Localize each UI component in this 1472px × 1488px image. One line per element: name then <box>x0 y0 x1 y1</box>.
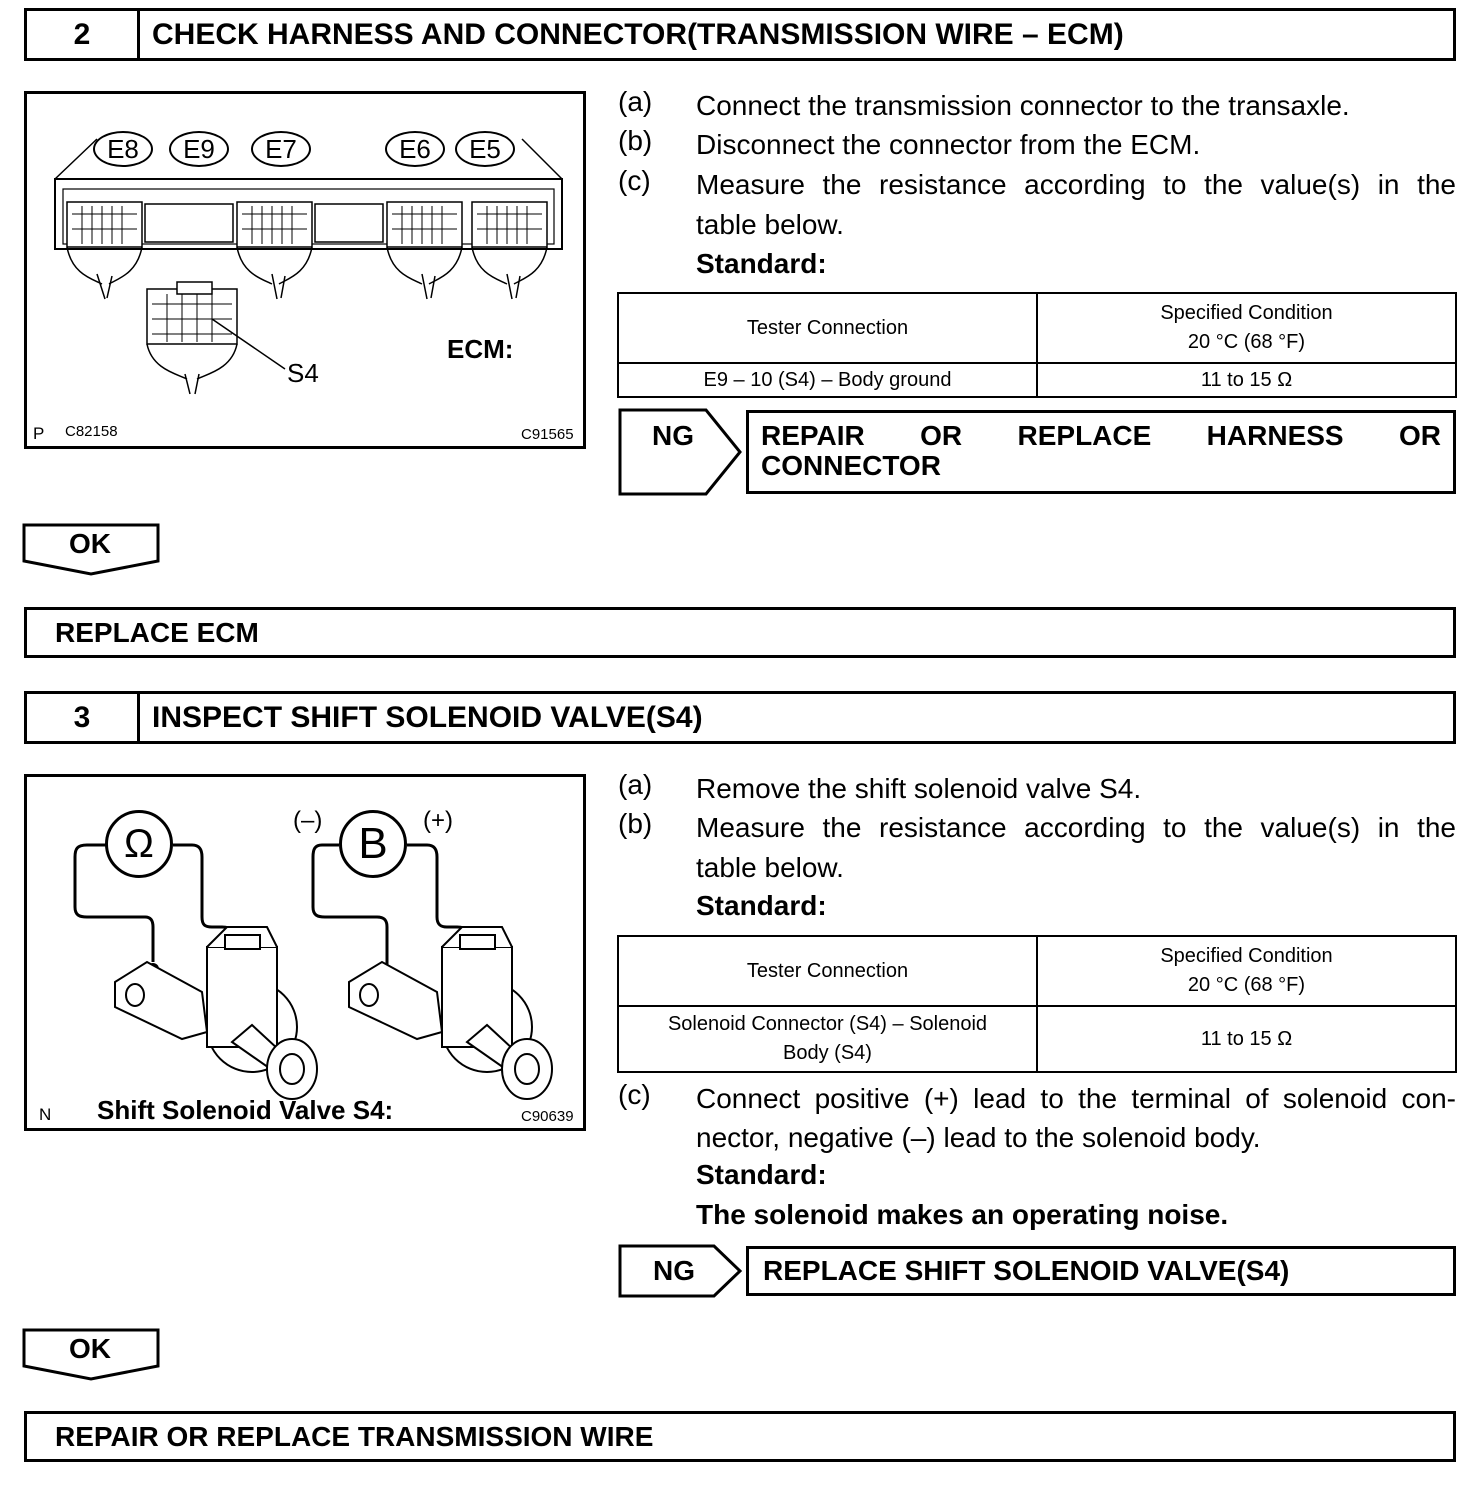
table-header-condition-line2: 20 °C (68 °F) <box>1187 331 1306 353</box>
ng-label: NG <box>653 1255 695 1286</box>
standard-label: Standard: <box>696 248 827 279</box>
step-b-label: (b) <box>618 808 653 839</box>
standard-text: The solenoid makes an operating noise. <box>696 1199 1229 1230</box>
step-c-text-line1: Connect positive (+) lead to the terminal of solenoid con- <box>696 1083 1456 1114</box>
ok-label: OK <box>69 1333 111 1364</box>
ok-label: OK <box>69 528 111 559</box>
step-c-label: (c) <box>618 165 651 196</box>
step-a-text: Remove the shift solenoid valve S4. <box>696 773 1142 804</box>
spec-table <box>617 292 1457 398</box>
ng-action-box <box>746 410 1456 494</box>
section3-title: INSPECT SHIFT SOLENOID VALVE(S4) <box>152 700 703 734</box>
step-a-label: (a) <box>618 86 653 117</box>
table-header-connection: Tester Connection <box>618 936 1037 1006</box>
step-c-text-line2: nector, negative (–) lead to the solenoid body. <box>696 1122 1261 1153</box>
table-row <box>618 1006 1456 1072</box>
table-header-condition-line1: Specified Condition <box>1160 302 1333 324</box>
s4-connector-label: S4 <box>287 358 319 388</box>
solenoid-figure <box>24 774 586 1131</box>
connector-label-e8: E8 <box>93 131 153 167</box>
table-cell-connection <box>618 1006 1037 1072</box>
figure-caption: Shift Solenoid Valve S4: <box>97 1095 394 1125</box>
replace-ecm-box: REPLACE ECM <box>24 607 1456 658</box>
repair-transmission-wire-box: REPAIR OR REPLACE TRANSMISSION WIRE <box>24 1411 1456 1462</box>
section2-number: 2 <box>27 11 140 58</box>
step-c-text-line2: table below. <box>696 209 844 240</box>
table-cell-connection-line1: Solenoid Connector (S4) – Solenoid <box>667 1013 988 1035</box>
table-row <box>618 363 1456 397</box>
step-a-text: Connect the transmission connector to the transaxle. <box>696 90 1350 121</box>
step-b-text-line2: table below. <box>696 852 844 883</box>
ng-action-box: REPLACE SHIFT SOLENOID VALVE(S4) <box>746 1246 1456 1296</box>
table-cell-condition: 11 to 15 Ω <box>1037 363 1456 397</box>
step-c-text-line1: Measure the resistance according to the value(s) in the <box>696 169 1456 200</box>
step-c-label: (c) <box>618 1079 651 1110</box>
step-b-label: (b) <box>618 125 653 156</box>
section3-header <box>24 691 1456 744</box>
negative-lead-label: (–) <box>293 807 323 834</box>
step-a-label: (a) <box>618 769 653 800</box>
spec-table <box>617 935 1457 1073</box>
step-b-text: Disconnect the connector from the ECM. <box>696 129 1201 160</box>
table-cell-connection: E9 – 10 (S4) – Body ground <box>618 363 1037 397</box>
figure-code: C90639 <box>521 1108 574 1125</box>
figure-code-right: C91565 <box>521 426 574 443</box>
table-cell-connection-line2: Body (S4) <box>783 1042 872 1064</box>
figure-corner-letter: P <box>33 424 45 443</box>
table-header-condition-line2: 20 °C (68 °F) <box>1187 974 1306 996</box>
ohmmeter-icon: Ω <box>105 810 173 878</box>
table-header-condition <box>1037 293 1456 363</box>
standard-label: Standard: <box>696 890 827 921</box>
ecm-label: ECM: <box>447 334 514 364</box>
section2-header <box>24 8 1456 61</box>
step-b-text-line1: Measure the resistance according to the value(s) in the <box>696 812 1456 843</box>
connector-label-e5: E5 <box>455 131 515 167</box>
table-cell-condition: 11 to 15 Ω <box>1037 1006 1456 1072</box>
section3-number: 3 <box>27 694 140 741</box>
ng-action-line2: CONNECTOR <box>761 450 941 481</box>
standard-label-2: Standard: <box>696 1159 827 1190</box>
table-header-condition-line1: Specified Condition <box>1160 945 1333 967</box>
positive-lead-label: (+) <box>423 807 453 834</box>
connector-label-e9: E9 <box>169 131 229 167</box>
connector-label-e6: E6 <box>385 131 445 167</box>
section2-title: CHECK HARNESS AND CONNECTOR(TRANSMISSION WIRE – ECM) <box>152 17 1124 51</box>
ng-label: NG <box>652 420 694 451</box>
figure-corner-letter: N <box>39 1105 52 1124</box>
table-header-connection: Tester Connection <box>618 293 1037 363</box>
table-header-condition <box>1037 936 1456 1006</box>
ng-action-line1: REPAIR OR REPLACE HARNESS OR <box>761 420 1441 451</box>
ecm-connector-figure <box>24 91 586 449</box>
connector-label-e7: E7 <box>251 131 311 167</box>
battery-icon: B <box>339 810 407 878</box>
figure-code-left: C82158 <box>65 423 118 440</box>
